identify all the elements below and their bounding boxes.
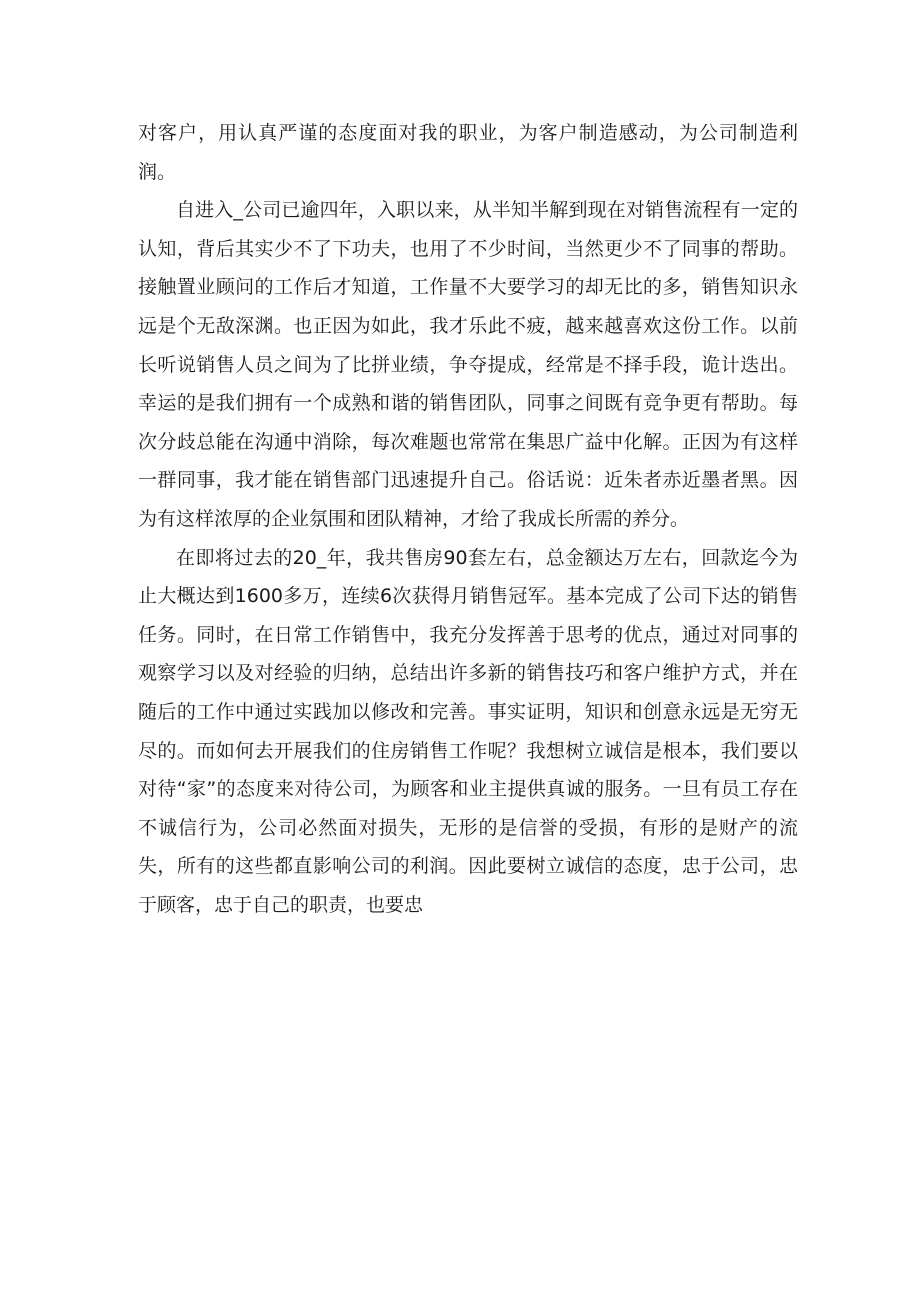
paragraph-team-experience: 自进入_公司已逾四年，入职以来，从半知半解到现在对销售流程有一定的认知，背后其实少不了下功夫，也用了不少时间，当然更少不了同事的帮助。接触置业顾问的工作后才知道，工作量不大要学习的却无比的多，销售知识永远是个无敌深渊。也正因为如此，我才乐此不疲，越来越喜欢这份工作。以前长听说销售人员之间为了比拼业绩，争夺提成，经常是不择手段，诡计迭出。幸运的是我们拥有一个成熟和谐的销售团队，同事之间既有竞争更有帮助。每次分歧总能在沟通中消除，每次难题也常常在集思广益中化解。正因为有这样一群同事，我才能在销售部门迅速提升自己。俗话说：近朱者赤近墨者黑。因为有这样浓厚的企业氛围和团队精神，才给了我成长所需的养分。 bbox=[138, 199, 798, 530]
document-body bbox=[138, 114, 798, 924]
paragraph-closing-fragment: 对客户，用认真严谨的态度面对我的职业，为客户制造感动，为公司制造利润。 bbox=[138, 122, 798, 183]
paragraph-sales-results: 在即将过去的20_年，我共售房90套左右，总金额达万左右，回款迄今为止大概达到1600多万，连续6次获得月销售冠军。基本完成了公司下达的销售任务。同时，在日常工作销售中，我充分发挥善于思考的优点，通过对同事的观察学习以及对经验的归纳，总结出许多新的销售技巧和客户维护方式，并在随后的工作中通过实践加以修改和完善。事实证明，知识和创意永远是无穷无尽的。而如何去开展我们的住房销售工作呢？我想树立诚信是根本，我们要以对待“家”的态度来对待公司，为顾客和业主提供真诚的服务。一旦有员工存在不诚信行为，公司必然面对损失，无形的是信誉的受损，有形的是财产的流失，所有的这些都直影响公司的利润。因此要树立诚信的态度，忠于公司，忠于顾客，忠于自己的职责，也要忠 bbox=[138, 546, 798, 916]
